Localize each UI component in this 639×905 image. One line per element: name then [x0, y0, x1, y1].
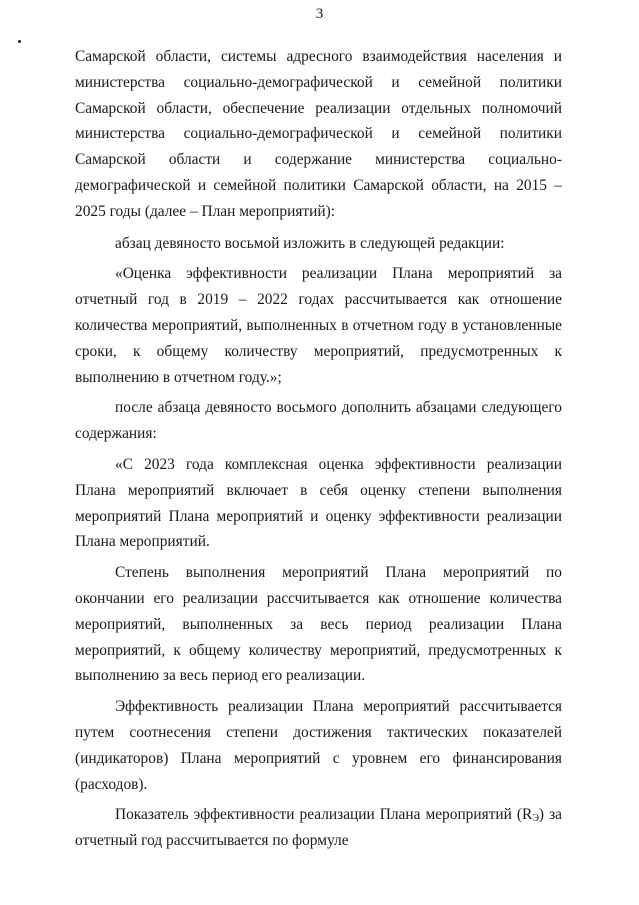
- scan-speck: [18, 40, 21, 43]
- paragraph-quoted-evaluation: «Оценка эффективности реализации Плана мероприятий за отчетный год в 2019 – 2022 годах рассчитывается как отношение количества мероприятий, выполненных в отчетном году в установленные сроки, к общему количеству мероприятий, предусмотренных к выполнению в отчетном году.»;: [75, 265, 562, 386]
- formula-text-after: ) за отчетный год рассчитывается по формуле: [75, 806, 562, 850]
- formula-text-before: Показатель эффективности реализации Плана мероприятий (R: [115, 806, 533, 824]
- paragraph-completion-degree: Степень выполнения мероприятий Плана мероприятий по окончании его реализации рассчитывается как отношение количества мероприятий, выполненных за весь период реализации Плана мероприятий, к общему количеству мероприятий, предусмотренных к выполнению за весь период его реализации.: [75, 564, 562, 685]
- paragraph-amendment-intro: абзац девяносто восьмой изложить в следующей редакции:: [115, 234, 505, 252]
- paragraph-efficiency-indicator: [75, 802, 562, 854]
- paragraph-addition-intro: после абзаца девяносто восьмого дополнить абзацами следующего содержания:: [75, 399, 562, 443]
- paragraph-efficiency: Эффективность реализации Плана мероприятий рассчитывается путем соотнесения степени достижения тактических показателей (индикаторов) Плана мероприятий с уровнем его финансирования (расходов).: [75, 698, 562, 793]
- document-body: [75, 44, 562, 854]
- page-number: 3: [315, 6, 324, 22]
- formula-subscript: Э: [532, 813, 539, 825]
- paragraph-complex-evaluation: «С 2023 года комплексная оценка эффективности реализации Плана мероприятий включает в себя оценку степени выполнения мероприятий Плана мероприятий и оценку эффективности реализации Плана мероприятий.: [75, 455, 562, 551]
- paragraph-continuation: Самарской области, системы адресного взаимодействия населения и министерства социально-демографической и семейной политики Самарской области, обеспечение реализации отдельных полномочий министерства социально-демографической и семейной политики Самарской области и содержание министерства социально-демографической и семейной политики Самарской области, на 2015 – 2025 годы (далее – План мероприятий):: [75, 48, 562, 220]
